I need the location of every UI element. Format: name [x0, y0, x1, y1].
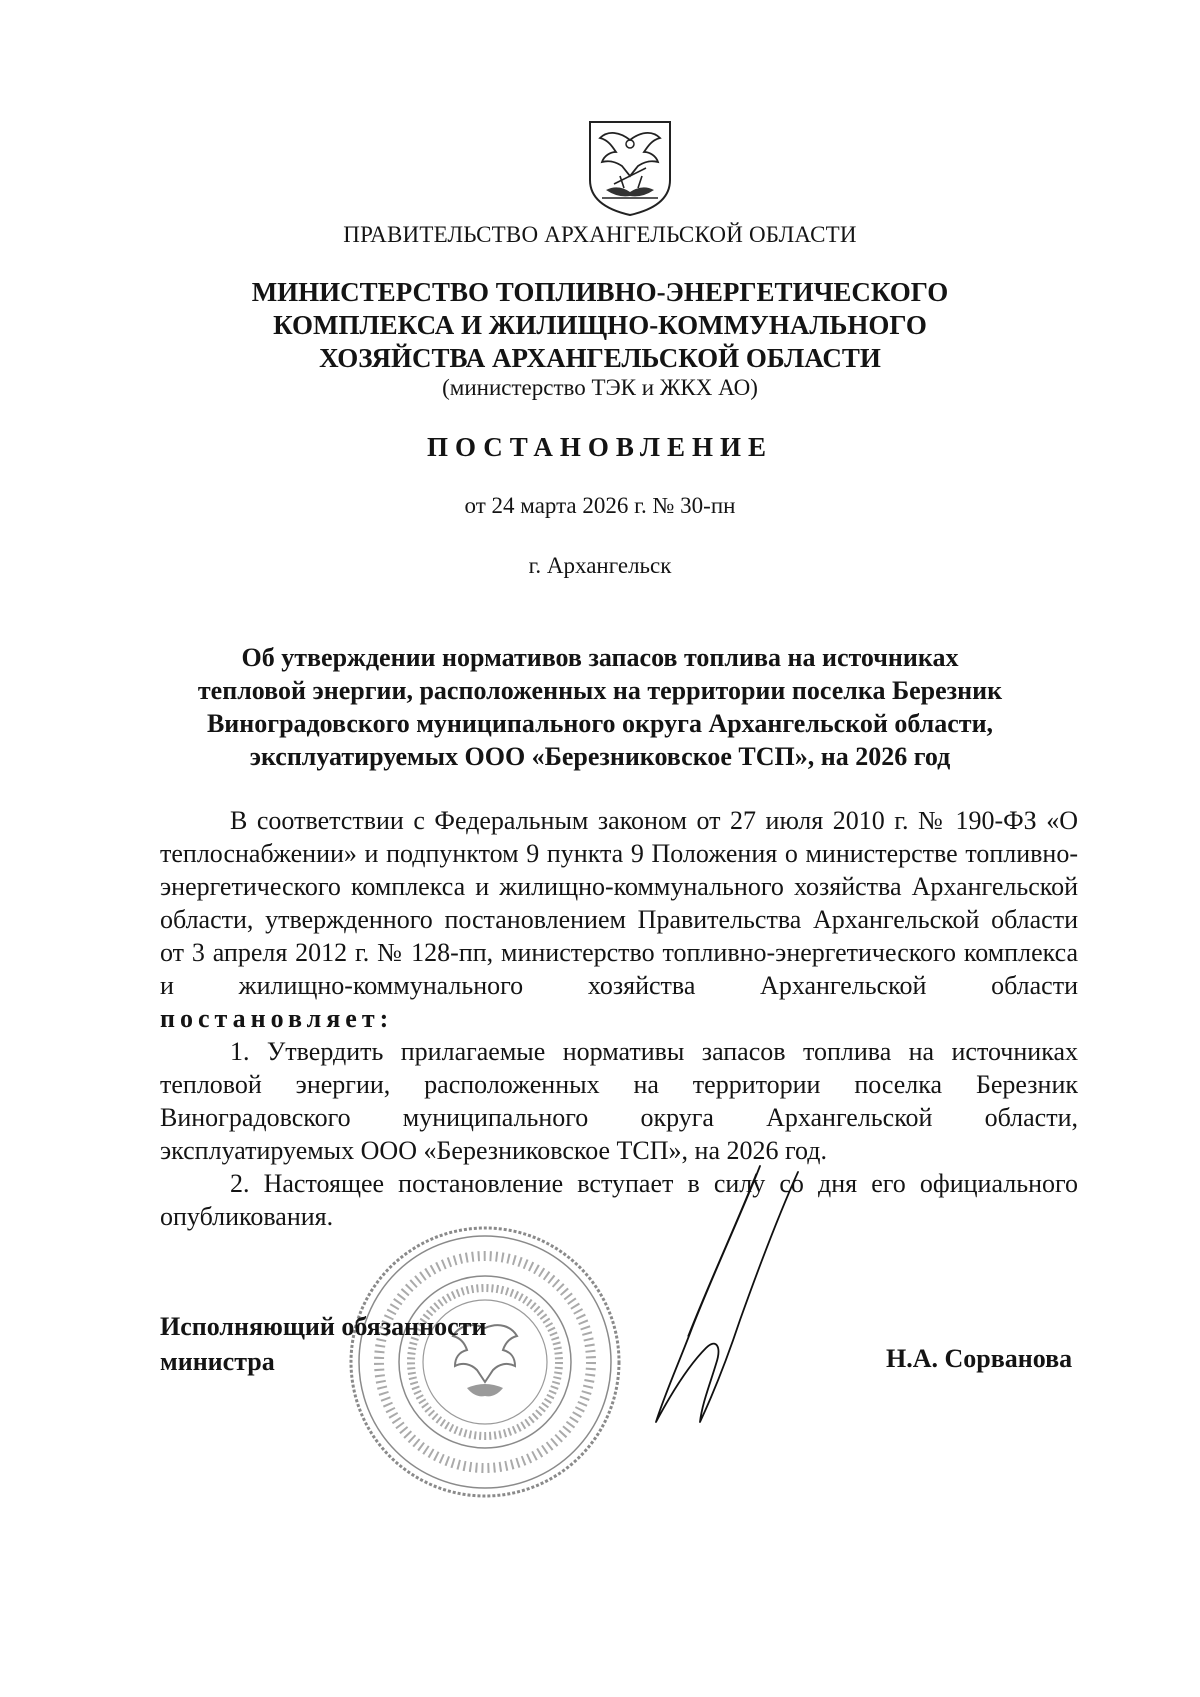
title-line: Виноградовского муниципального округа Архангельской области, [206, 709, 994, 738]
coat-of-arms-icon [584, 118, 676, 218]
ministry-name [0, 276, 1200, 375]
signatory-name: Н.А. Сорванова [886, 1344, 1073, 1373]
resolves-word: постановляет: [160, 1004, 394, 1033]
signatory-position-line: министра [160, 1347, 275, 1376]
preamble-text: В соответствии с Федеральным законом от 27 июля 2010 г. № 190-ФЗ «О теплоснабжении» и подпунктом 9 пункта 9 Положения о министерстве топливно-энергетического комплекса и жилищно-коммунального хозяйства Архангельской области, утвержденного постановлением Правительства Архангельской области от 3 апреля 2012 г. № 128-пп, министерство топливно-энергетического комплекса и жилищно-коммунального хозяйства Архангельской области [160, 806, 1078, 1000]
title-line: Об утверждении нормативов запасов топлива на источниках [241, 643, 959, 672]
document-title [0, 641, 1200, 773]
signatory-position-line: Исполняющий обязанности [160, 1312, 487, 1341]
handwritten-signature-icon [610, 1160, 810, 1450]
ministry-abbreviation: (министерство ТЭК и ЖКХ АО) [442, 375, 758, 400]
ministry-name-line: ХОЗЯЙСТВА АРХАНГЕЛЬСКОЙ ОБЛАСТИ [319, 343, 881, 373]
item-2: 2. Настоящее постановление вступает в силу со дня его официального опубликования. [160, 1169, 1078, 1231]
government-name: ПРАВИТЕЛЬСТВО АРХАНГЕЛЬСКОЙ ОБЛАСТИ [343, 222, 857, 247]
ministry-name-line: МИНИСТЕРСТВО ТОПЛИВНО-ЭНЕРГЕТИЧЕСКОГО [251, 277, 949, 307]
preamble-paragraph [160, 804, 1078, 1035]
date-and-number: от 24 марта 2026 г. № 30-пн [464, 493, 736, 518]
signatory-position [160, 1309, 486, 1379]
title-line: эксплуатируемых ООО «Березниковское ТСП», на 2026 год [249, 742, 951, 771]
title-line: тепловой энергии, расположенных на территории поселка Березник [197, 676, 1003, 705]
document-type: ПОСТАНОВЛЕНИЕ [426, 432, 774, 462]
city: г. Архангельск [528, 553, 672, 578]
item-1: 1. Утвердить прилагаемые нормативы запасов топлива на источниках тепловой энергии, расположенных на территории поселка Березник Виноградовского муниципального округа Архангельской области, эксплуатируемых ООО «Березниковское ТСП», на 2026 год. [160, 1037, 1078, 1165]
ministry-name-line: КОМПЛЕКСА И ЖИЛИЩНО-КОММУНАЛЬНОГО [273, 310, 927, 340]
